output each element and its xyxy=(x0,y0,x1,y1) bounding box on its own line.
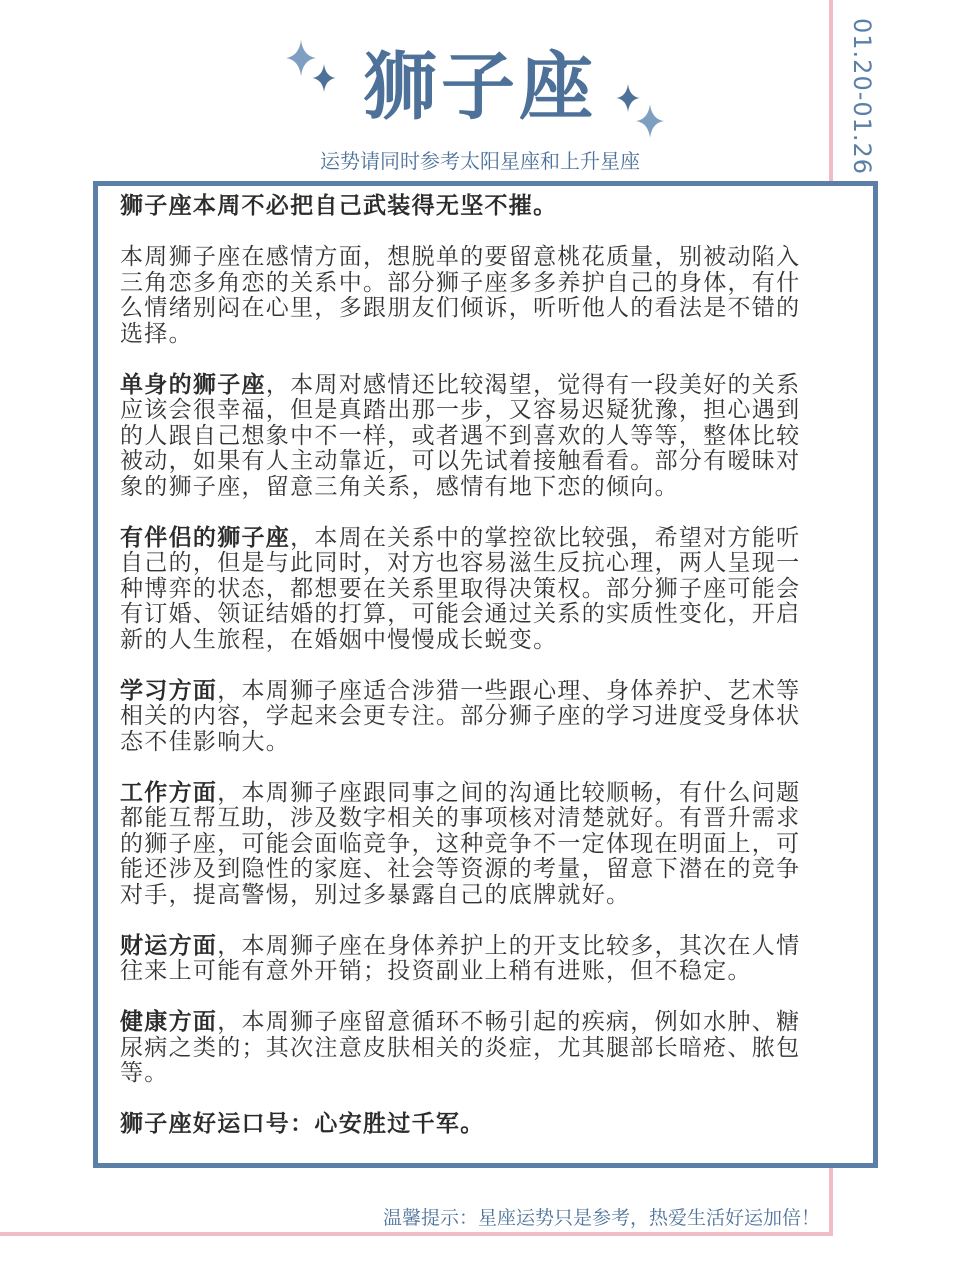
lucky-slogan: 狮子座好运口号：心安胜过千军。 xyxy=(120,1111,485,1137)
section-health: 健康方面，本周狮子座留意循环不畅引起的疾病，例如水肿、糖尿病之类的；其次注意皮肤相关的炎症，尤其腿部长暗疮、脓包等。 xyxy=(120,1009,801,1086)
section-single: 单身的狮子座，本周对感情还比较渴望，觉得有一段美好的关系应该会很幸福，但是真踏出那一步，又容易迟疑犹豫，担心遇到的人跟自己想象中不一样，或者遇不到喜欢的人等等，整体比较被动，如果有人主动靠近，可以先试着接触看看。部分有暧昧对象的狮子座，留意三角关系，感情有地下恋的倾向。 xyxy=(120,371,801,500)
section-study: 学习方面，本周狮子座适合涉猎一些跟心理、身体养护、艺术等相关的内容，学起来会更专注。部分狮子座的学习进度受身体状态不佳影响大。 xyxy=(120,677,801,755)
sparkle-icon xyxy=(636,104,664,138)
footer-tip: 温馨提示：星座运势只是参考，热爱生活好运加倍！ xyxy=(382,1207,820,1229)
section-wealth: 财运方面，本周狮子座在身体养护上的开支比较多，其次在人情往来上可能有意外开销；投资副业上稍有进账，但不稳定。 xyxy=(120,932,801,984)
section-label: 工作方面 xyxy=(120,779,218,806)
page-title: 狮子座 xyxy=(363,44,597,130)
sparkle-icon xyxy=(312,64,336,92)
section-label: 财运方面 xyxy=(120,932,218,959)
section-label: 有伴侣的狮子座 xyxy=(120,524,291,551)
section-partnered: 有伴侣的狮子座，本周在关系中的掌控欲比较强，希望对方能听自己的，但是与此同时，对方也容易滋生反抗心理，两人呈现一种博弈的状态，都想要在关系里取得决策权。部分狮子座可能会有订婚、领证结婚的打算，可能会通过关系的实质性变化，开启新的人生旅程，在婚姻中慢慢成长蜕变。 xyxy=(120,524,801,653)
section-label: 学习方面 xyxy=(120,677,218,704)
article-intro: 本周狮子座在感情方面，想脱单的要留意桃花质量，别被动陷入三角恋多角恋的关系中。部分狮子座多多养护自己的身体，有什么情绪别闷在心里，多跟朋友们倾诉，听听他人的看法是不错的选择。 xyxy=(120,244,801,347)
article-headline: 狮子座本周不必把自己武装得无坚不摧。 xyxy=(120,193,558,219)
horoscope-article xyxy=(120,194,820,1163)
section-work: 工作方面，本周狮子座跟同事之间的沟通比较顺畅，有什么问题都能互帮互助，涉及数字相关的事项核对清楚就好。有晋升需求的狮子座，可能会面临竞争，这种竞争不一定体现在明面上，可能还涉及到隐性的家庭、社会等资源的考量，留意下潜在的竞争对手，提高警惕，别过多暴露自己的底牌就好。 xyxy=(120,779,801,908)
page-subtitle: 运势请同时参考太阳星座和上升星座 xyxy=(320,149,640,173)
date-range: 01.20-01.26 xyxy=(848,18,876,176)
section-label: 健康方面 xyxy=(120,1009,218,1035)
section-label: 单身的狮子座 xyxy=(120,371,266,398)
pink-horizontal-line xyxy=(0,1232,833,1236)
